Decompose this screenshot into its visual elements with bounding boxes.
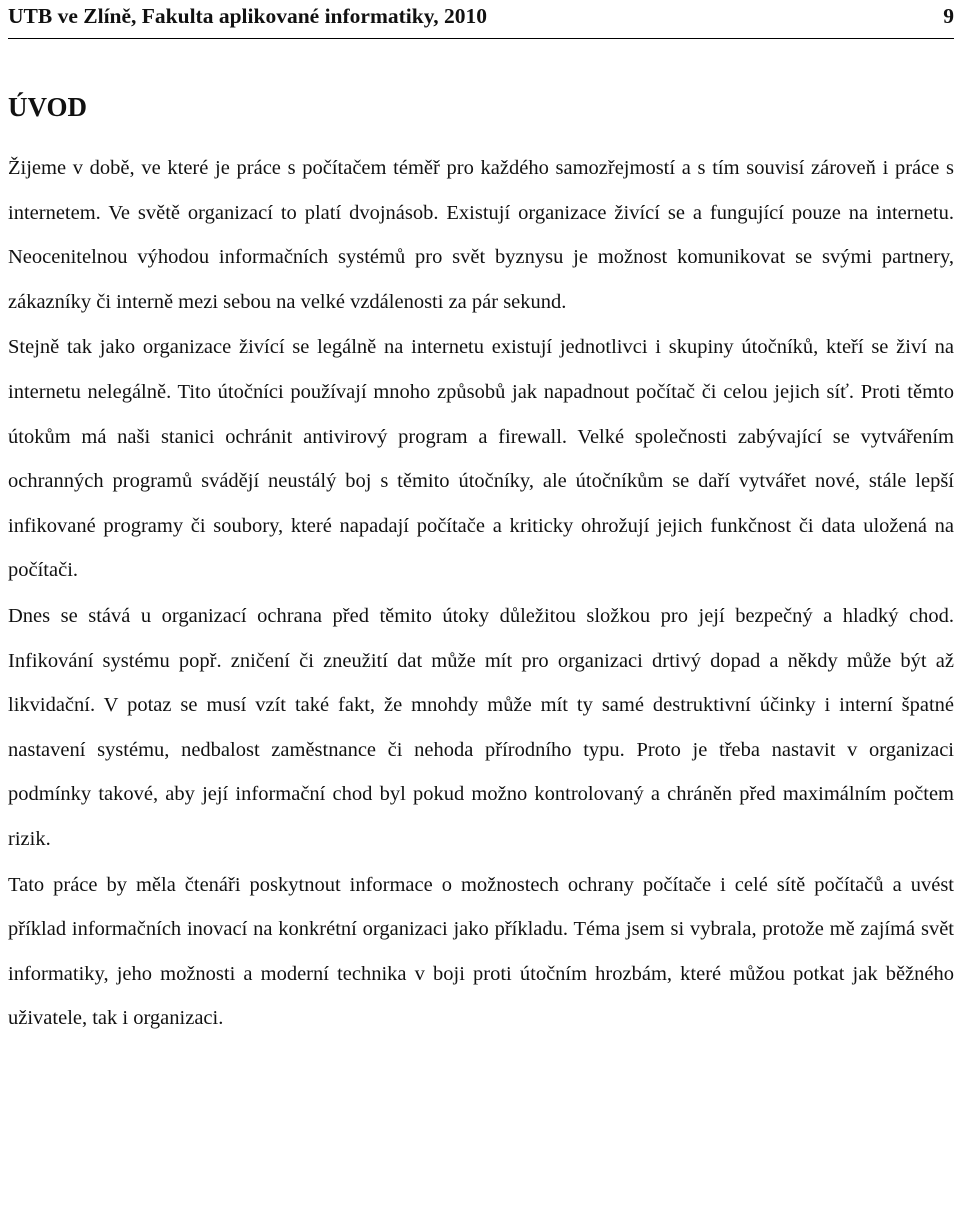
paragraph-2: Stejně tak jako organizace živící se legálně na internetu existují jednotlivci i skupiny útočníků, kteří se živí na internetu nelegálně. Tito útočníci používají mnoho způsobů jak napadnout počítač či celou jejich síť. Proti těmto útokům má naši stanici ochránit antivirový program a firewall. Velké společnosti zabývající se vytvářením ochranných programů svádějí neustálý boj s těmito útočníky, ale útočníkům se daří vytvářet nové, stále lepší infikované programy či soubory, které napadají počítače a kriticky ohrožují jejich funkčnost či data uložená na počítači. [8,336,954,582]
body-text [8,146,954,1041]
paragraph-3: Dnes se stává u organizací ochrana před těmito útoky důležitou složkou pro její bezpečný a hladký chod. Infikování systému popř. zničení či zneužití dat může mít pro organizaci drtivý dopad a někdy může být až likvidační. V potaz se musí vzít také fakt, že mnohdy může mít ty samé destruktivní účinky i interní špatné nastavení systému, nedbalost zaměstnance či nehoda přírodního typu. Proto je třeba nastavit v organizaci podmínky takové, aby její informační chod byl pokud možno kontrolovaný a chráněn před maximálním počtem rizik. [8,604,954,850]
page-number: 9 [943,4,954,28]
paragraph-4: Tato práce by měla čtenáři poskytnout informace o možnostech ochrany počítače i celé sítě počítačů a uvést příklad informačních inovací na konkrétní organizaci jako příkladu. Téma jsem si vybrala, protože mě zajímá svět informatiky, jeho možnosti a moderní technika v boji proti útočním hrozbám, které můžou potkat jak běžného uživatele, tak i organizaci. [8,873,954,1030]
header-title: UTB ve Zlíně, Fakulta aplikované informatiky, 2010 [8,4,488,28]
section-heading: ÚVOD [8,92,87,122]
paragraph-1: Žijeme v době, ve které je práce s počítačem téměř pro každého samozřejmostí a s tím souvisí zároveň i práce s internetem. Ve světě organizací to platí dvojnásob. Existují organizace živící se a fungující pouze na internetu. Neocenitelnou výhodou informačních systémů pro svět byznysu je možnost komunikovat se svými partnery, zákazníky či interně mezi sebou na velké vzdálenosti za pár sekund. [8,157,954,313]
page-header [8,0,954,39]
